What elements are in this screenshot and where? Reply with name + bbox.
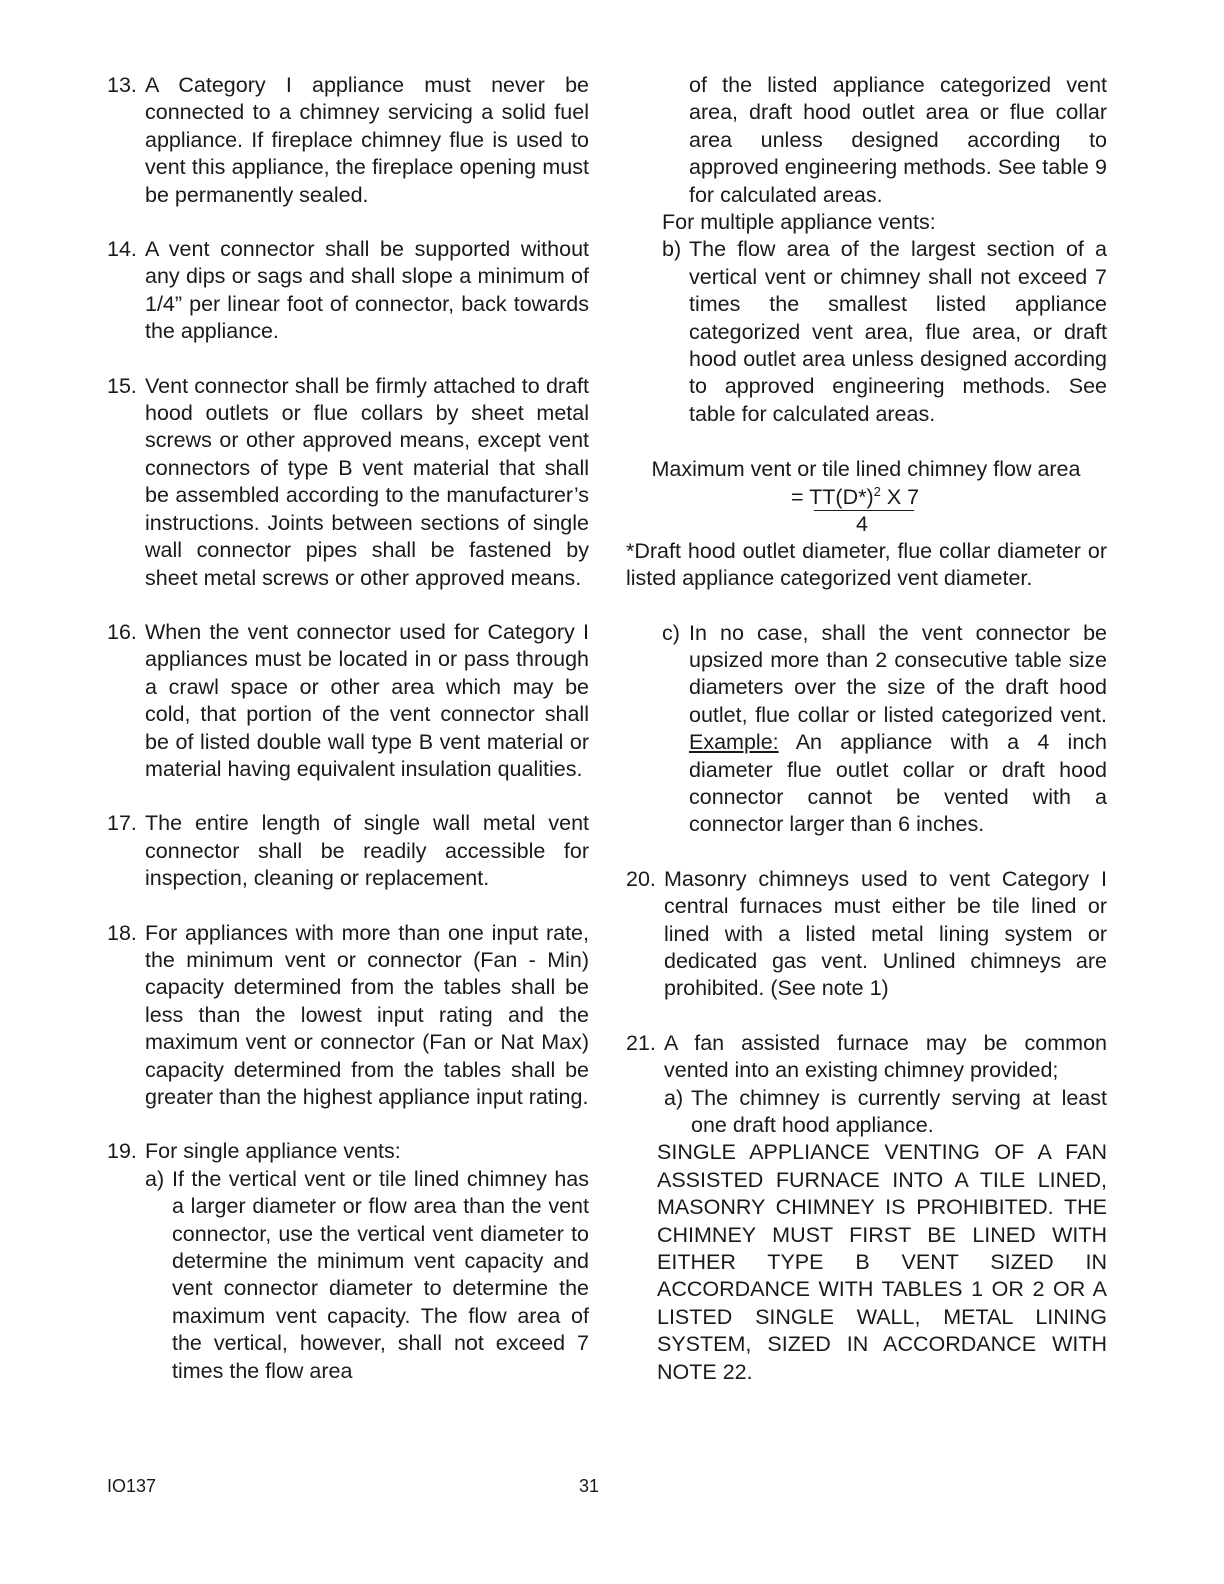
page-number: 31: [579, 1476, 600, 1496]
item-21: [626, 1030, 1107, 1140]
item-19a-continued: of the listed appliance categorized vent area, draft hood outlet area or flue collar area unless designed according to approved engineering methods. See table 9 for calculated areas.: [689, 73, 1107, 207]
item-number: 21.: [626, 1030, 656, 1055]
formula-heading: Maximum vent or tile lined chimney flow area: [651, 457, 1081, 482]
item-text: For appliances with more than one input rate, the minimum vent or connector (Fan - Min) capacity determined from the tables shall be less than the lowest input rating and the maximum vent or connector (Fan or Nat Max) capacity determined from the tables shall be greater than the highest appliance input rating.: [145, 920, 589, 1109]
example-label: Example:: [689, 730, 779, 755]
warning-text: SINGLE APPLIANCE VENTING OF A FAN ASSISTED FURNACE INTO A TILE LINED, MASONRY CHIMNEY IS PROHIBITED. THE CHIMNEY MUST FIRST BE LINED WITH EITHER TYPE B VENT SIZED IN ACCORDANCE WITH TABLES 1 OR 2 OR A LISTED SINGLE WALL, METAL LINING SYSTEM, SIZED IN ACCORDANCE WITH NOTE 22.: [657, 1140, 1107, 1384]
item-text: When the vent connector used for Category I appliances must be located in or pass through a crawl space or other area which may be cold, that portion of the vent connector shall be of listed double wall type B vent material or material having equivalent insulation qualities.: [145, 619, 589, 781]
item-text: Masonry chimneys used to vent Category I central furnaces must either be tile lined or lined with a listed metal lining system or dedicated gas vent. Unlined chimneys are prohibited. (See note 1): [664, 866, 1107, 1001]
formula-expression: = $TT(D*)^2$ X 7: [791, 483, 920, 509]
item-number: 20.: [626, 866, 656, 891]
sub-item-text: In no case, shall the vent connector be upsized more than 2 consecutive table size diameters over the size of the draft hood outlet, flue collar or listed categorized vent. Example: An appliance with a 4 inch diameter flue outlet collar or draft hood connector cannot be vented with a connector larger than 6 inches.: [689, 620, 1107, 837]
item-text: A fan assisted furnace may be common vented into an existing chimney provided;: [664, 1030, 1107, 1083]
item-text: A vent connector shall be supported without any dips or sags and shall slope a minimum of 1/4” per linear foot of connector, back towards the appliance.: [145, 237, 589, 344]
sub-item-b: [662, 236, 1107, 428]
formula-denominator-row: [626, 511, 1106, 538]
sub-item-label: a): [664, 1085, 684, 1110]
item-16: [107, 619, 589, 783]
item-text: For single appliance vents:: [145, 1139, 401, 1164]
item-number: 16.: [107, 619, 137, 644]
item-13: [107, 72, 589, 209]
item-19-body: [145, 1138, 589, 1385]
sub-item-label: c): [662, 620, 680, 645]
sub-item-text: The chimney is currently serving at least one draft hood appliance.: [691, 1085, 1107, 1137]
sub-item-label: b): [662, 237, 682, 262]
right-column: [626, 72, 1107, 1386]
item-17: [107, 810, 589, 892]
sub-item-text: If the vertical vent or tile lined chimney has a larger diameter or flow area than the vent connector, use the vertical vent diameter to determine the minimum vent capacity and vent connector diameter to determine the maximum vent capacity. The flow area of the vertical, however, shall not exceed 7 times the flow area: [172, 1166, 589, 1383]
formula-suffix: X 7: [880, 484, 920, 509]
sub-item-text: The flow area of the largest section of a vertical vent or chimney shall not exceed 7 times the smallest listed appliance categorized vent area, flue area, or draft hood outlet area unless designed according to approved engineering methods. See table for calculated areas.: [689, 237, 1107, 426]
formula-numerator: TT(D*): [809, 484, 874, 509]
item-text: The entire length of single wall metal vent connector shall be readily accessible for inspection, cleaning or replacement.: [145, 811, 589, 891]
item-number: 13.: [107, 73, 137, 97]
item-text: A Category I appliance must never be connected to a chimney servicing a solid fuel appliance. If fireplace chimney flue is used to vent this appliance, the fireplace opening must be permanently sealed.: [145, 73, 589, 207]
item-14: [107, 236, 589, 346]
formula-exponent: 2: [873, 483, 881, 499]
item-number: 17.: [107, 811, 137, 836]
item-number: 15.: [107, 373, 137, 398]
item-number: 14.: [107, 237, 137, 262]
multiple-appliance-heading: For multiple appliance vents:: [662, 210, 936, 235]
sub-item-label: a): [145, 1166, 165, 1191]
left-column: [107, 72, 589, 1412]
item-number: 18.: [107, 920, 137, 945]
sub-item-a: [145, 1166, 589, 1385]
sub-item-a: [664, 1085, 1107, 1140]
item-20: [626, 866, 1107, 1003]
footnote: *Draft hood outlet diameter, flue collar diameter or listed appliance categorized vent diameter.: [626, 538, 1107, 591]
item-text: Vent connector shall be firmly attached to draft hood outlets or flue collars by sheet metal screws or other approved means, except vent connectors of type B vent material that shall be assembled according to the manufacturer’s instructions. Joints between sections of single wall connector pipes shall be fastened by sheet metal screws or other approved means.: [145, 373, 589, 590]
item-21-body: [664, 1030, 1107, 1140]
item-15: [107, 373, 589, 592]
item-18: [107, 920, 589, 1112]
formula: [626, 484, 1106, 511]
formula-denominator: 4: [856, 511, 868, 536]
sub-item-c: [662, 620, 1107, 839]
document-code: IO137: [107, 1476, 157, 1496]
item-number: 19.: [107, 1139, 137, 1164]
item-19: [107, 1138, 589, 1385]
